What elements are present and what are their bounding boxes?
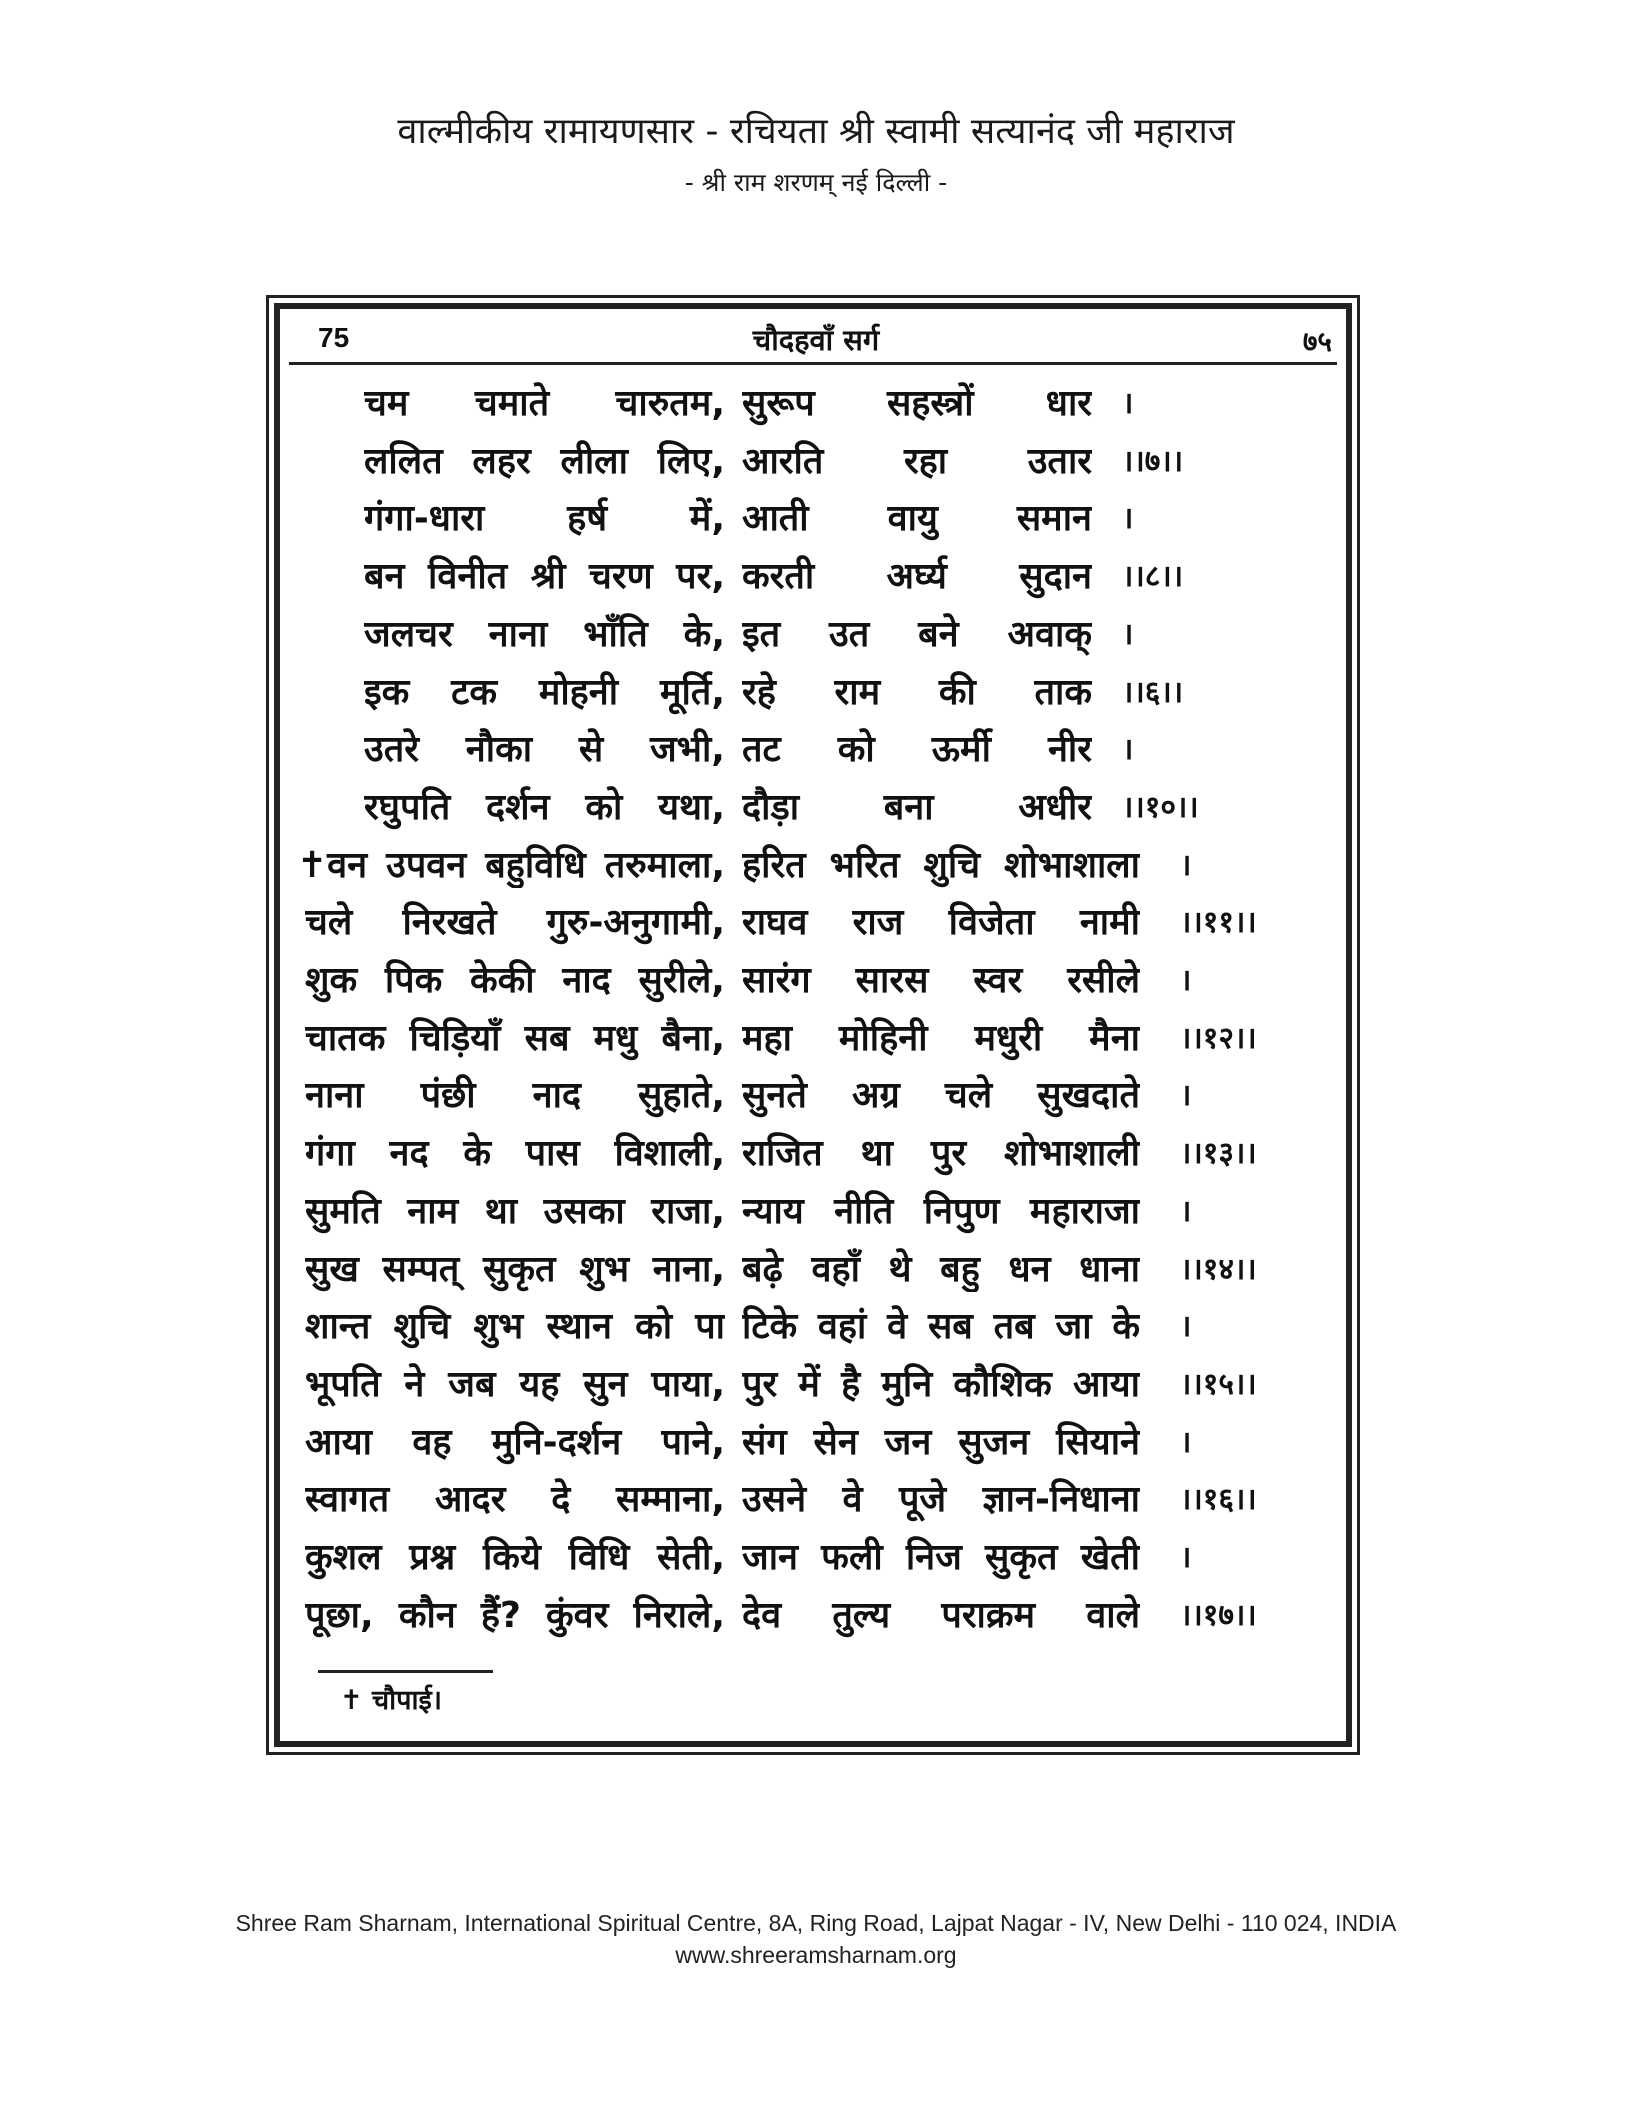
page-number: 75 [318, 322, 350, 353]
verse-second-half: उसने वे पूजे ज्ञान-निधाना [742, 1479, 1140, 1520]
verse-second-half: सुनते अग्र चले सुखदाते [742, 1075, 1140, 1116]
verse-second-half: इत उत बने अवाक् [742, 614, 1092, 655]
verse-second-half: आरति रहा उतार [742, 441, 1092, 482]
verse-first-half: चले निरखते गुरु-अनुगामी, [305, 902, 725, 943]
verse-number-mark: ।।११।। [1180, 905, 1257, 940]
verse-first-half: भूपति ने जब यह सुन पाया, [305, 1364, 725, 1405]
verse-first-half: कुशल प्रश्न किये विधि सेती, [305, 1537, 725, 1578]
verse-second-half: बढ़े वहाँ थे बहु धन धाना [742, 1249, 1140, 1290]
verse-number-mark: । [1122, 617, 1134, 652]
verse-first-half: रघुपति दर्शन को यथा, [364, 787, 725, 828]
verse-second-half: देव तुल्य पराक्रम वाले [742, 1595, 1140, 1636]
verse-second-half: महा मोहिनी मधुरी मैना [742, 1018, 1140, 1059]
verse-first-half: स्वागत आदर दे सम्माना, [305, 1479, 725, 1520]
verse-first-half: आया वह मुनि-दर्शन पाने, [305, 1422, 725, 1463]
verse-number-mark: । [1180, 1540, 1192, 1575]
verse-first-half: बन विनीत श्री चरण पर, [364, 556, 725, 597]
verse-number-mark: ।।१५।। [1180, 1367, 1257, 1402]
verse-number-mark: ।।१४।। [1180, 1252, 1257, 1287]
verse-number-mark: । [1180, 848, 1192, 883]
verse-number-mark: ।।८।। [1122, 559, 1184, 594]
verse-number-mark: । [1180, 1194, 1192, 1229]
verse-number-mark: । [1180, 963, 1192, 998]
verse-number-mark: । [1180, 1425, 1192, 1460]
verse-second-half: रहे राम की ताक [742, 672, 1092, 713]
verse-first-half: ललित लहर लीला लिए, [364, 441, 725, 482]
verse-first-half: सुमति नाम था उसका राजा, [305, 1191, 725, 1232]
page-number-devanagari: ७५ [1302, 325, 1332, 358]
verse-number-mark: ।।१२।। [1180, 1021, 1257, 1056]
verse-number-mark: । [1122, 732, 1134, 767]
verse-second-half: हरित भरित शुचि शोभाशाला [742, 845, 1140, 886]
chapter-title: चौदहवाँ सर्ग [752, 323, 880, 357]
verse-number-mark: । [1122, 386, 1134, 421]
verse-number-mark: ।।६।। [1122, 675, 1184, 710]
footer-address: Shree Ram Sharnam, International Spiritual Centre, 8A, Ring Road, Lajpat Nagar - IV, New Delhi - 110 024, INDIA [235, 1910, 1397, 1936]
verse-first-half: उतरे नौका से जभी, [364, 729, 725, 770]
verse-first-half: चम चमाते चारुतम, [364, 383, 725, 424]
verse-second-half: राघव राज विजेता नामी [742, 902, 1140, 943]
verse-second-half: राजित था पुर शोभाशाली [742, 1133, 1140, 1174]
verse-second-half: दौड़ा बना अधीर [742, 787, 1092, 828]
verse-second-half: सारंग सारस स्वर रसीले [742, 960, 1140, 1001]
footnote: ✝ चौपाई। [340, 1685, 442, 1716]
verse-number-mark: । [1180, 1309, 1192, 1344]
verse-first-half: पूछा, कौन हैं? कुंवर निराले, [305, 1595, 725, 1636]
verse-second-half: पुर में है मुनि कौशिक आया [742, 1364, 1140, 1405]
verse-first-half: जलचर नाना भाँति के, [364, 614, 725, 655]
verse-number-mark: ।।१७।। [1180, 1598, 1257, 1633]
verse-number-mark: ।।१३।। [1180, 1136, 1257, 1171]
verse-first-half: गंगा-धारा हर्ष में, [364, 498, 725, 539]
verse-second-half: सुरूप सहस्त्रों धार [742, 383, 1092, 424]
verse-second-half: करती अर्घ्य सुदान [742, 556, 1092, 597]
verse-second-half: तट को ऊर्मी नीर [742, 729, 1092, 770]
verse-first-half: गंगा नद के पास विशाली, [305, 1133, 725, 1174]
verse-number-mark: ।।७।। [1122, 444, 1184, 479]
verse-second-half: आती वायु समान [742, 498, 1092, 539]
footnote-divider [318, 1670, 493, 1673]
verse-first-half: चातक चिड़ियाँ सब मधु बैना, [305, 1018, 725, 1059]
verse-first-half: ✝वन उपवन बहुविधि तरुमाला, [297, 845, 725, 886]
header-divider [289, 362, 1337, 365]
document-header-title: वाल्मीकीय रामायणसार - रचियता श्री स्वामी सत्यानंद जी महाराज [397, 111, 1235, 152]
verse-number-mark: । [1180, 1078, 1192, 1113]
verse-first-half: शान्त शुचि शुभ स्थान को पा [305, 1306, 725, 1347]
verse-first-half: नाना पंछी नाद सुहाते, [305, 1075, 725, 1116]
footer-website: www.shreeramsharnam.org [675, 1942, 957, 1968]
verse-first-half: इक टक मोहनी मूर्ति, [364, 672, 725, 713]
verse-number-mark: ।।१६।। [1180, 1482, 1257, 1517]
verse-second-half: संग सेन जन सुजन सियाने [742, 1422, 1140, 1463]
verse-first-half: शुक पिक केकी नाद सुरीले, [305, 960, 725, 1001]
verse-number-mark: । [1122, 501, 1134, 536]
verse-number-mark: ।।१०।। [1122, 790, 1199, 825]
verse-second-half: न्याय नीति निपुण महाराजा [742, 1191, 1140, 1232]
document-header-subtitle: - श्री राम शरणम् नई दिल्ली - [684, 168, 948, 197]
verse-first-half: सुख सम्पत् सुकृत शुभ नाना, [305, 1249, 725, 1290]
verse-second-half: टिके वहां वे सब तब जा के [742, 1306, 1140, 1347]
verse-second-half: जान फली निज सुकृत खेती [742, 1537, 1140, 1578]
